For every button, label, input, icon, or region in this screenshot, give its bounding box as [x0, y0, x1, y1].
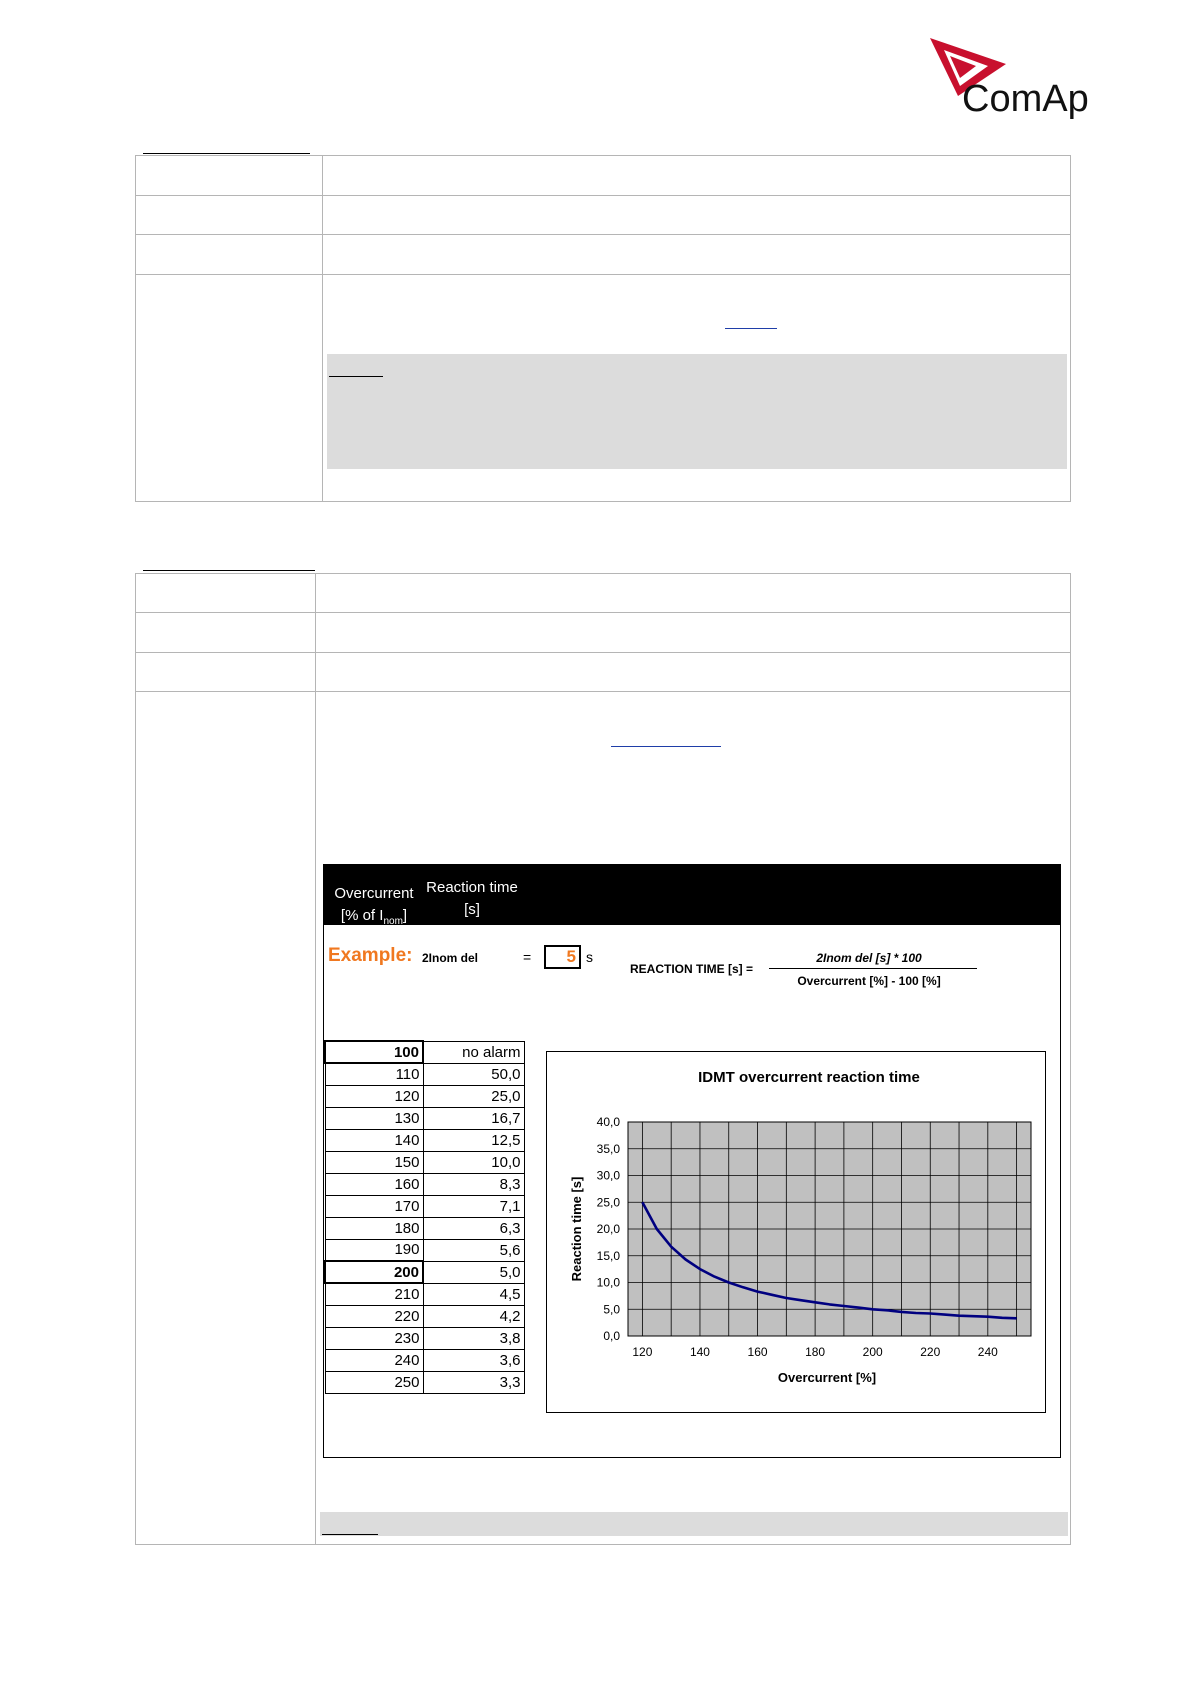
- section-1-heading-underline: [143, 153, 310, 154]
- reaction-time-cell: 4,5: [423, 1283, 524, 1305]
- table-2-row: [136, 653, 1070, 692]
- reaction-time-cell: 5,0: [423, 1261, 524, 1283]
- table-row: [325, 1283, 524, 1305]
- table-2-note-box: [320, 1512, 1068, 1536]
- table-row: [325, 1371, 524, 1393]
- idmt-chart: [546, 1051, 1046, 1413]
- x-tick-label: 120: [632, 1345, 653, 1359]
- table-row: [325, 1107, 524, 1129]
- section-2-heading-underline: [143, 570, 315, 571]
- y-tick-label: 10,0: [596, 1275, 620, 1290]
- reaction-time-cell: 6,3: [423, 1217, 524, 1239]
- reaction-time-table: [324, 1040, 525, 1394]
- formula-fraction-bar: [769, 968, 977, 969]
- overcurrent-cell: 230: [325, 1327, 423, 1349]
- table-1-row: [136, 235, 1070, 275]
- table-1-row: [136, 156, 1070, 196]
- reaction-time-cell: 25,0: [423, 1085, 524, 1107]
- table-row: [325, 1195, 524, 1217]
- reaction-time-cell: 10,0: [423, 1151, 524, 1173]
- table-row: [325, 1349, 524, 1371]
- table-row: [325, 1129, 524, 1151]
- overcurrent-cell: 160: [325, 1173, 423, 1195]
- formula-numerator: 2Inom del [s] * 100: [816, 951, 922, 965]
- x-tick-label: 160: [747, 1345, 768, 1359]
- y-tick-label: 40,0: [596, 1115, 620, 1129]
- reaction-time-cell: 3,3: [423, 1371, 524, 1393]
- logo-wordmark: ComAp: [962, 78, 1089, 120]
- table-row: [325, 1261, 524, 1283]
- idmt-chart-svg: [547, 1052, 1045, 1412]
- y-tick-label: 25,0: [596, 1195, 620, 1210]
- table-row: [325, 1239, 524, 1261]
- table-2-row: [136, 613, 1070, 653]
- table-row: [325, 1217, 524, 1239]
- overcurrent-cell: 170: [325, 1195, 423, 1217]
- reaction-time-cell: 4,2: [423, 1305, 524, 1327]
- param-value-box: 5: [544, 945, 581, 969]
- overcurrent-cell: 240: [325, 1349, 423, 1371]
- reaction-time-cell: no alarm: [423, 1041, 524, 1063]
- reaction-time-cell: 12,5: [423, 1129, 524, 1151]
- param-unit: s: [586, 949, 593, 965]
- chart-title: IDMT overcurrent reaction time: [698, 1069, 920, 1086]
- y-tick-label: 30,0: [596, 1168, 620, 1183]
- header-reaction-time: Reaction time [s]: [426, 879, 518, 918]
- table-row: [325, 1305, 524, 1327]
- overcurrent-cell: 150: [325, 1151, 423, 1173]
- table-row: [325, 1173, 524, 1195]
- table-1-link[interactable]: [725, 328, 777, 329]
- y-tick-label: 0,0: [603, 1329, 620, 1343]
- overcurrent-cell: 120: [325, 1085, 423, 1107]
- table-row: [325, 1327, 524, 1349]
- comap-logo: [928, 36, 1098, 126]
- overcurrent-cell: 190: [325, 1239, 423, 1261]
- table-2-row: [136, 574, 1070, 613]
- reaction-time-cell: 3,6: [423, 1349, 524, 1371]
- overcurrent-cell: 140: [325, 1129, 423, 1151]
- formula-label: REACTION TIME [s] =: [630, 962, 754, 976]
- reaction-time-cell: 5,6: [423, 1239, 524, 1261]
- y-tick-label: 5,0: [603, 1302, 620, 1317]
- overcurrent-cell: 210: [325, 1283, 423, 1305]
- formula-denominator: Overcurrent [%] - 100 [%]: [797, 974, 941, 988]
- table-row: [325, 1151, 524, 1173]
- y-tick-label: 35,0: [596, 1141, 620, 1156]
- overcurrent-cell: 220: [325, 1305, 423, 1327]
- overcurrent-cell: 180: [325, 1217, 423, 1239]
- overcurrent-cell: 130: [325, 1107, 423, 1129]
- reaction-time-cell: 3,8: [423, 1327, 524, 1349]
- x-tick-label: 140: [689, 1345, 710, 1359]
- reaction-time-cell: 7,1: [423, 1195, 524, 1217]
- table-1-row: [136, 196, 1070, 235]
- table-1-note-box: [327, 354, 1067, 469]
- reaction-time-cell: 50,0: [423, 1063, 524, 1085]
- overcurrent-cell: 100: [325, 1041, 423, 1063]
- header-overcurrent: Overcurrent [% of $I_{nom}$]: [334, 885, 414, 927]
- x-tick-label: 200: [862, 1345, 883, 1359]
- table-row: [325, 1085, 524, 1107]
- y-tick-label: 20,0: [596, 1222, 620, 1236]
- y-axis-label: Reaction time [s]: [569, 1176, 584, 1282]
- overcurrent-cell: 250: [325, 1371, 423, 1393]
- x-axis-label: Overcurrent [%]: [777, 1370, 877, 1385]
- example-label: Example:: [328, 945, 413, 966]
- reaction-time-cell: 8,3: [423, 1173, 524, 1195]
- idmt-table-header: [324, 865, 1060, 925]
- overcurrent-cell: 110: [325, 1063, 423, 1085]
- y-tick-label: 15,0: [596, 1248, 620, 1263]
- equals-sign: =: [523, 949, 532, 965]
- reaction-time-cell: 16,7: [423, 1107, 524, 1129]
- table-row: [325, 1063, 524, 1085]
- param-name: 2Inom del: [422, 951, 479, 965]
- x-tick-label: 220: [920, 1345, 941, 1359]
- idmt-figure: [323, 864, 1061, 1458]
- table-2-link[interactable]: [611, 746, 721, 747]
- parameter-table-1: [135, 155, 1071, 502]
- table-row: [325, 1041, 524, 1063]
- overcurrent-cell: 200: [325, 1261, 423, 1283]
- x-tick-label: 240: [977, 1345, 998, 1359]
- x-tick-label: 180: [805, 1345, 826, 1359]
